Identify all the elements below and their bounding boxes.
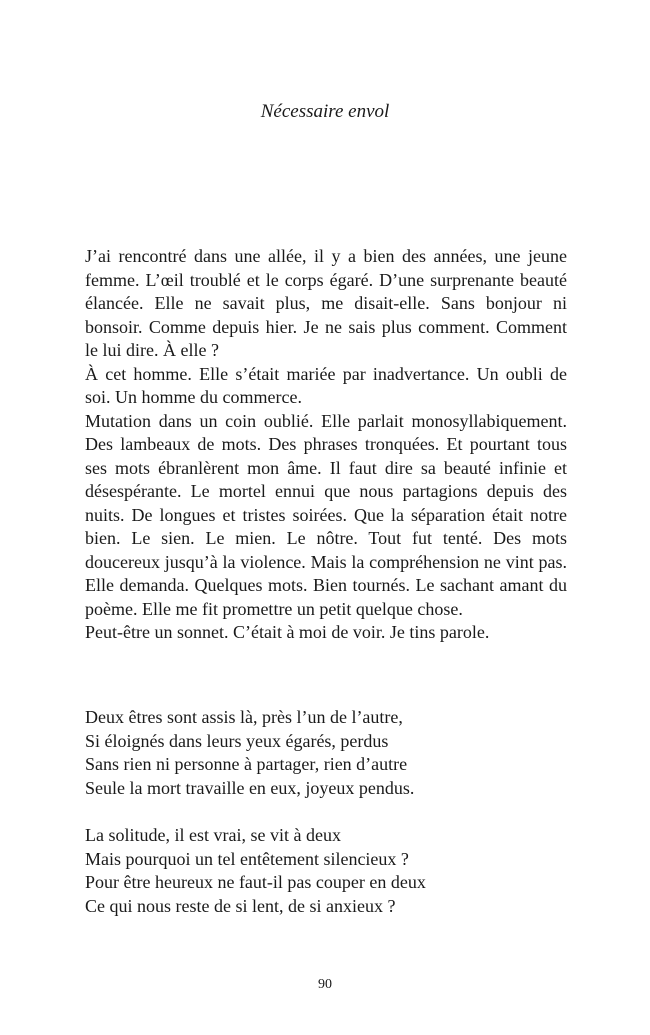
verse-line: Ce qui nous reste de si lent, de si anxieux ? <box>85 895 396 916</box>
verse-line: Pour être heureux ne faut-il pas couper en deux <box>85 872 426 892</box>
verse-line: Seule la mort travaille en eux, joyeux pendus. <box>85 777 415 798</box>
page-number: 90 <box>318 977 332 992</box>
prose-paragraph: À cet homme. Elle s’était mariée par inadvertance. Un oubli de soi. Un homme du commerce. <box>85 363 567 407</box>
verse-line: Sans rien ni personne à partager, rien d’autre <box>85 754 408 774</box>
poem-stanza-1 <box>85 706 567 800</box>
verse-line: Si éloignés dans leurs yeux égarés, perdus <box>85 730 389 751</box>
verse-line: Mais pourquoi un tel entêtement silencieux ? <box>85 848 409 869</box>
prose-paragraph: J’ai rencontré dans une allée, il y a bien des années, une jeune femme. L’œil troublé et le corps égaré. D’une surprenante beauté élancée. Elle ne savait plus, me disait-elle. Sans bonjour ni bonsoir. Comme depuis hier. Je ne sais plus comment. Comment le lui dire. À elle ? <box>85 246 567 360</box>
poem-stanza-2 <box>85 824 567 918</box>
prose-text <box>85 245 567 645</box>
prose-paragraph: Peut-être un sonnet. C’était à moi de voir. Je tins parole. <box>85 622 490 642</box>
page-title: Nécessaire envol <box>260 101 390 122</box>
verse-line: La solitude, il est vrai, se vit à deux <box>85 825 341 845</box>
verse-line: Deux êtres sont assis là, près l’un de l’autre, <box>85 707 403 727</box>
prose-paragraph: Mutation dans un coin oublié. Elle parlait monosyllabiquement. Des lambeaux de mots. Des phrases tronquées. Et pourtant tous ses mots ébranlèrent mon âme. Il faut dire sa beauté infinie et désespérante. Le mortel ennui que nous partagions depuis des nuits. De longues et tristes soirées. Que la séparation était notre bien. Le sien. Le mien. Le nôtre. Tout fut tenté. Des mots doucereux jusqu’à la violence. Mais la compréhension ne vint pas. Elle demanda. Quelques mots. Bien tournés. Le sachant amant du poème. Elle me fit promettre un petit quelque chose. <box>85 410 567 619</box>
